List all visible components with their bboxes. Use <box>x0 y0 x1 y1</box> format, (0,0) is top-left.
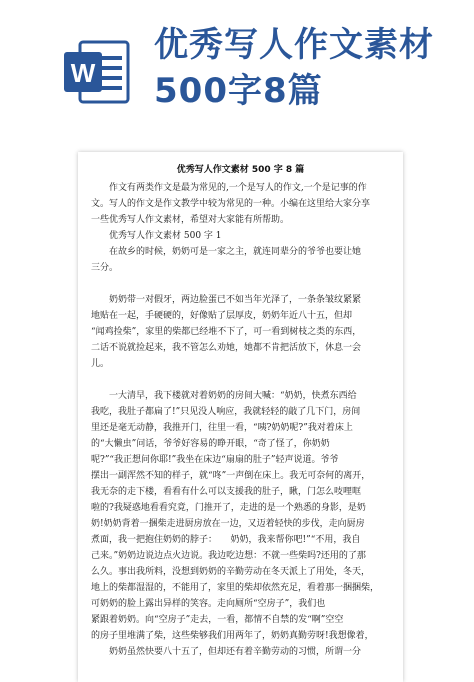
document-line: 地贴在一起，手硬硬的，好像贴了层厚皮，奶奶年近八十五，但却 <box>91 311 353 321</box>
document-line: 己来。”奶奶边说边点火边说。我边吃边想：不就一些柴吗?还用的了那 <box>91 551 366 561</box>
banner-title-line-2: 500字8篇 <box>154 71 323 111</box>
document-line <box>91 372 391 388</box>
header-banner <box>0 0 474 150</box>
document-line: 我吃，我肚子都扁了!”只见没人响应，我就轻轻的敲了几下门，房间 <box>91 407 361 417</box>
document-line: 奶奶虽然快要八十五了，但却还有着辛勤劳动的习惯，所谓一分 <box>91 647 362 657</box>
document-line: 在故乡的时候，奶奶可是一家之主，就连同辈分的爷爷也要让她 <box>91 247 362 257</box>
document-line: 三分。 <box>91 263 119 273</box>
document-line: 紧跟着奶奶。向“空房子”走去，一看，都情不自禁的发“啊”空空 <box>91 615 344 625</box>
document-line: 可奶奶的脸上露出异样的笑容。走向厕所“空房子”，我们也 <box>91 599 326 609</box>
document-line: 一些优秀写人作文素材，希望对大家能有所帮助。 <box>91 215 290 225</box>
document-line: 我无奈的走下楼，看看有什么可以支援我的肚子，瞅，门怎么吱哩哐 <box>91 487 362 497</box>
document-line: 呢?”“我正想问你耶!”我坐在床边“扇扇的肚子”轻声说道。爷爷 <box>91 455 339 465</box>
document-line: 一大清早，我下楼就对着奶奶的房间大喊：“奶奶，快煮东西给 <box>91 391 357 401</box>
document-line: 么久。事出我所料，没想到奶奶的辛勤劳动在冬天派上了用处，冬天， <box>91 567 371 577</box>
document-line: 煮面，我一把抱住奶奶的脖子： 奶奶，我来帮你吧!”“不用，我自 <box>91 535 361 545</box>
document-line: 文。写人的作文是作文教学中较为常见的一种。小编在这里给大家分享 <box>91 199 371 209</box>
document-line: 二话不说就捡起来，我不管怎么劝她，她都不肯把活放下，休息一会 <box>91 343 362 353</box>
document-title: 优秀写人作文素材 500 字 8 篇 <box>176 165 305 175</box>
document-line: 儿。 <box>91 359 110 369</box>
document-line: 优秀写人作文素材 500 字 1 <box>91 231 222 241</box>
banner-title <box>154 22 464 114</box>
document-line: 啦的?我疑惑地看看究竟，门推开了，走进的是一个熟悉的身影，是奶 <box>91 503 366 513</box>
banner-title-line-1: 优秀写人作文素材 <box>154 25 434 65</box>
document-line <box>91 276 391 292</box>
document-line: “闻鸡捡柴”，家里的柴都已经堆不下了，可一看到树枝之类的东西， <box>91 327 362 337</box>
document-line: 的“大懒虫”问话，爷爷好容易的睁开眼，“奇了怪了，你奶奶 <box>91 439 330 449</box>
document-line: 作文有两类作文是最为常见的,一个是写人的作文,一个是记事的作 <box>91 183 367 193</box>
document-line: 摆出一副浑然不知的样子，就“咚”一声倒在床上。我无可奈何的离开， <box>91 471 371 481</box>
document-page <box>78 152 403 682</box>
document-line: 的房子里堆满了柴，这些柴够我们用两年了，奶奶真勤劳呀!我想像着， <box>91 631 374 641</box>
document-line: 里还是毫无动静，我推开门，往里一看，“咦?奶奶呢?”我对着床上 <box>91 423 353 433</box>
document-body <box>91 180 391 660</box>
document-line: 地上的柴都湿湿的，不能用了，家里的柴却依然充足，看着那一捆捆柴， <box>91 583 380 593</box>
word-document-icon <box>60 36 132 108</box>
document-line: 奶!奶奶背着一捆柴走进厨房放在一边，又迈着轻快的步伐，走向厨房 <box>91 519 365 529</box>
document-line: 奶奶带一对假牙，两边脸蛋已不如当年光泽了，一条条皱纹紧紧 <box>91 295 362 305</box>
word-icon-letter: W <box>70 58 96 88</box>
